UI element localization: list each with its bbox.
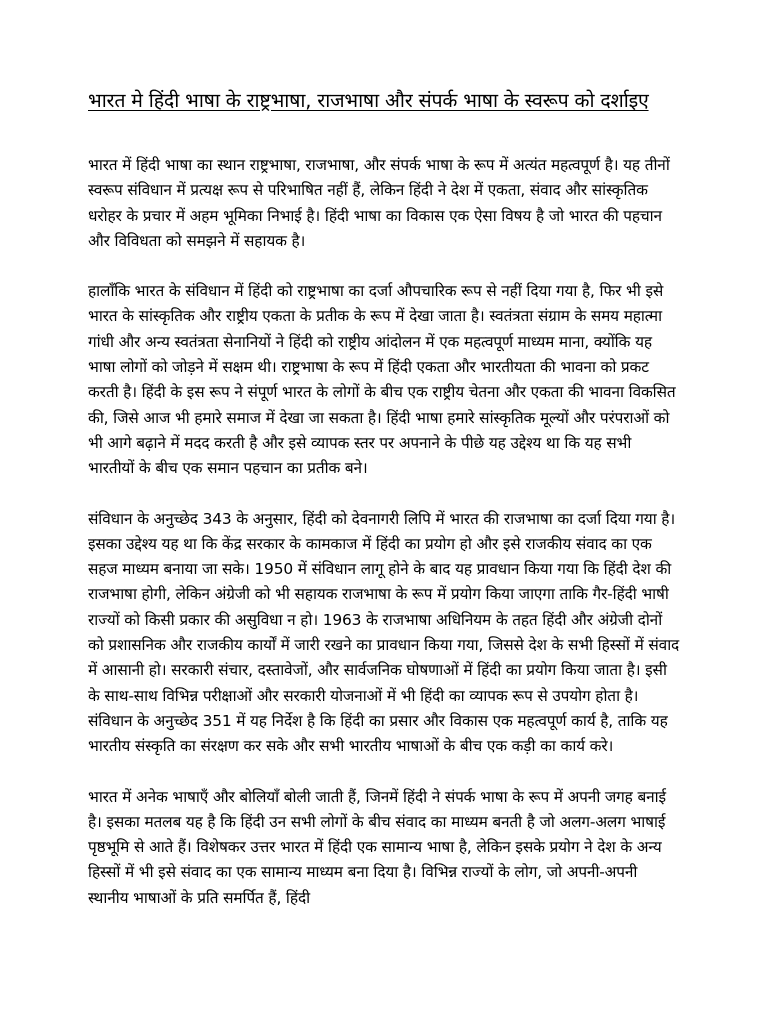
paragraph-official-language: संविधान के अनुच्छेद 343 के अनुसार, हिंदी को देवनागरी लिपि में भारत की राजभाषा का दर्जा दिया गया है। इसका उद्देश्य यह था कि केंद्र सरकार के कामकाज में हिंदी का प्रयोग हो और इसे राजकीय संवाद का एक सहज माध्यम बनाया जा सके। 1950 में संविधान लागू होने के बाद यह प्रावधान किया गया कि हिंदी देश की राजभाषा होगी, लेकिन अंग्रेजी को भी सहायक राजभाषा के रूप में प्रयोग किया जाएगा ताकि गैर-हिंदी भाषी राज्यों को किसी प्रकार की असुविधा न हो। 1963 के राजभाषा अधिनियम के तहत हिंदी और अंग्रेजी दोनों को प्रशासनिक और राजकीय कार्यों में जारी रखने का प्रावधान किया गया, जिससे देश के सभी हिस्सों में संवाद में आसानी हो। सरकारी संचार, दस्तावेजों, और सार्वजनिक घोषणाओं में हिंदी का प्रयोग किया जाता है। इसी के साथ-साथ विभिन्न परीक्षाओं और सरकारी योजनाओं में भी हिंदी का व्यापक रूप से उपयोग होता है। संविधान के अनुच्छेद 351 में यह निर्देश है कि हिंदी का प्रसार और विकास एक महत्वपूर्ण कार्य है, ताकि यह भारतीय संस्कृति का संरक्षण कर सके और सभी भारतीय भाषाओं के बीच एक कड़ी का कार्य करे। [88, 509, 680, 756]
document-title: भारत मे हिंदी भाषा के राष्ट्रभाषा, राजभाषा और संपर्क भाषा के स्वरूप को दर्शाइए [88, 89, 649, 112]
paragraph-national-language: हालाँकि भारत के संविधान में हिंदी को राष्ट्रभाषा का दर्जा औपचारिक रूप से नहीं दिया गया है, फिर भी इसे भारत के सांस्कृतिक और राष्ट्रीय एकता के प्रतीक के रूप में देखा जाता है। स्वतंत्रता संग्राम के समय महात्मा गांधी और अन्य स्वतंत्रता सेनानियों ने हिंदी को राष्ट्रीय आंदोलन में एक महत्वपूर्ण माध्यम माना, क्योंकि यह भाषा लोगों को जोड़ने में सक्षम थी। राष्ट्रभाषा के रूप में हिंदी एकता और भारतीयता की भावना को प्रकट करती है। हिंदी के इस रूप ने संपूर्ण भारत के लोगों के बीच एक राष्ट्रीय चेतना और एकता की भावना विकसित की, जिसे आज भी हमारे समाज में देखा जा सकता है। हिंदी भाषा हमारे सांस्कृतिक मूल्यों और परंपराओं को भी आगे बढ़ाने में मदद करती है और इसे व्यापक स्तर पर अपनाने के पीछे यह उद्देश्य था कि यह सभी भारतीयों के बीच एक समान पहचान का प्रतीक बने। [88, 282, 676, 478]
paragraph-link-language: भारत में अनेक भाषाएँ और बोलियाँ बोली जाती हैं, जिनमें हिंदी ने संपर्क भाषा के रूप में अपनी जगह बनाई है। इसका मतलब यह है कि हिंदी उन सभी लोगों के बीच संवाद का माध्यम बनती है जो अलग-अलग भाषाई पृष्ठभूमि से आते हैं। विशेषकर उत्तर भारत में हिंदी एक सामान्य भाषा है, लेकिन इसके प्रयोग ने देश के अन्य हिस्सों में भी इसे संवाद का एक सामान्य माध्यम बना दिया है। विभिन्न राज्यों के लोग, जो अपनी-अपनी स्थानीय भाषाओं के प्रति समर्पित हैं, हिंदी [88, 787, 666, 907]
paragraph-intro: भारत में हिंदी भाषा का स्थान राष्ट्रभाषा, राजभाषा, और संपर्क भाषा के रूप में अत्यंत महत्वपूर्ण है। यह तीनों स्वरूप संविधान में प्रत्यक्ष रूप से परिभाषित नहीं हैं, लेकिन हिंदी ने देश में एकता, संवाद और सांस्कृतिक धरोहर के प्रचार में अहम भूमिका निभाई है। हिंदी भाषा का विकास एक ऐसा विषय है जो भारत की पहचान और विविधता को समझने में सहायक है। [88, 156, 670, 250]
